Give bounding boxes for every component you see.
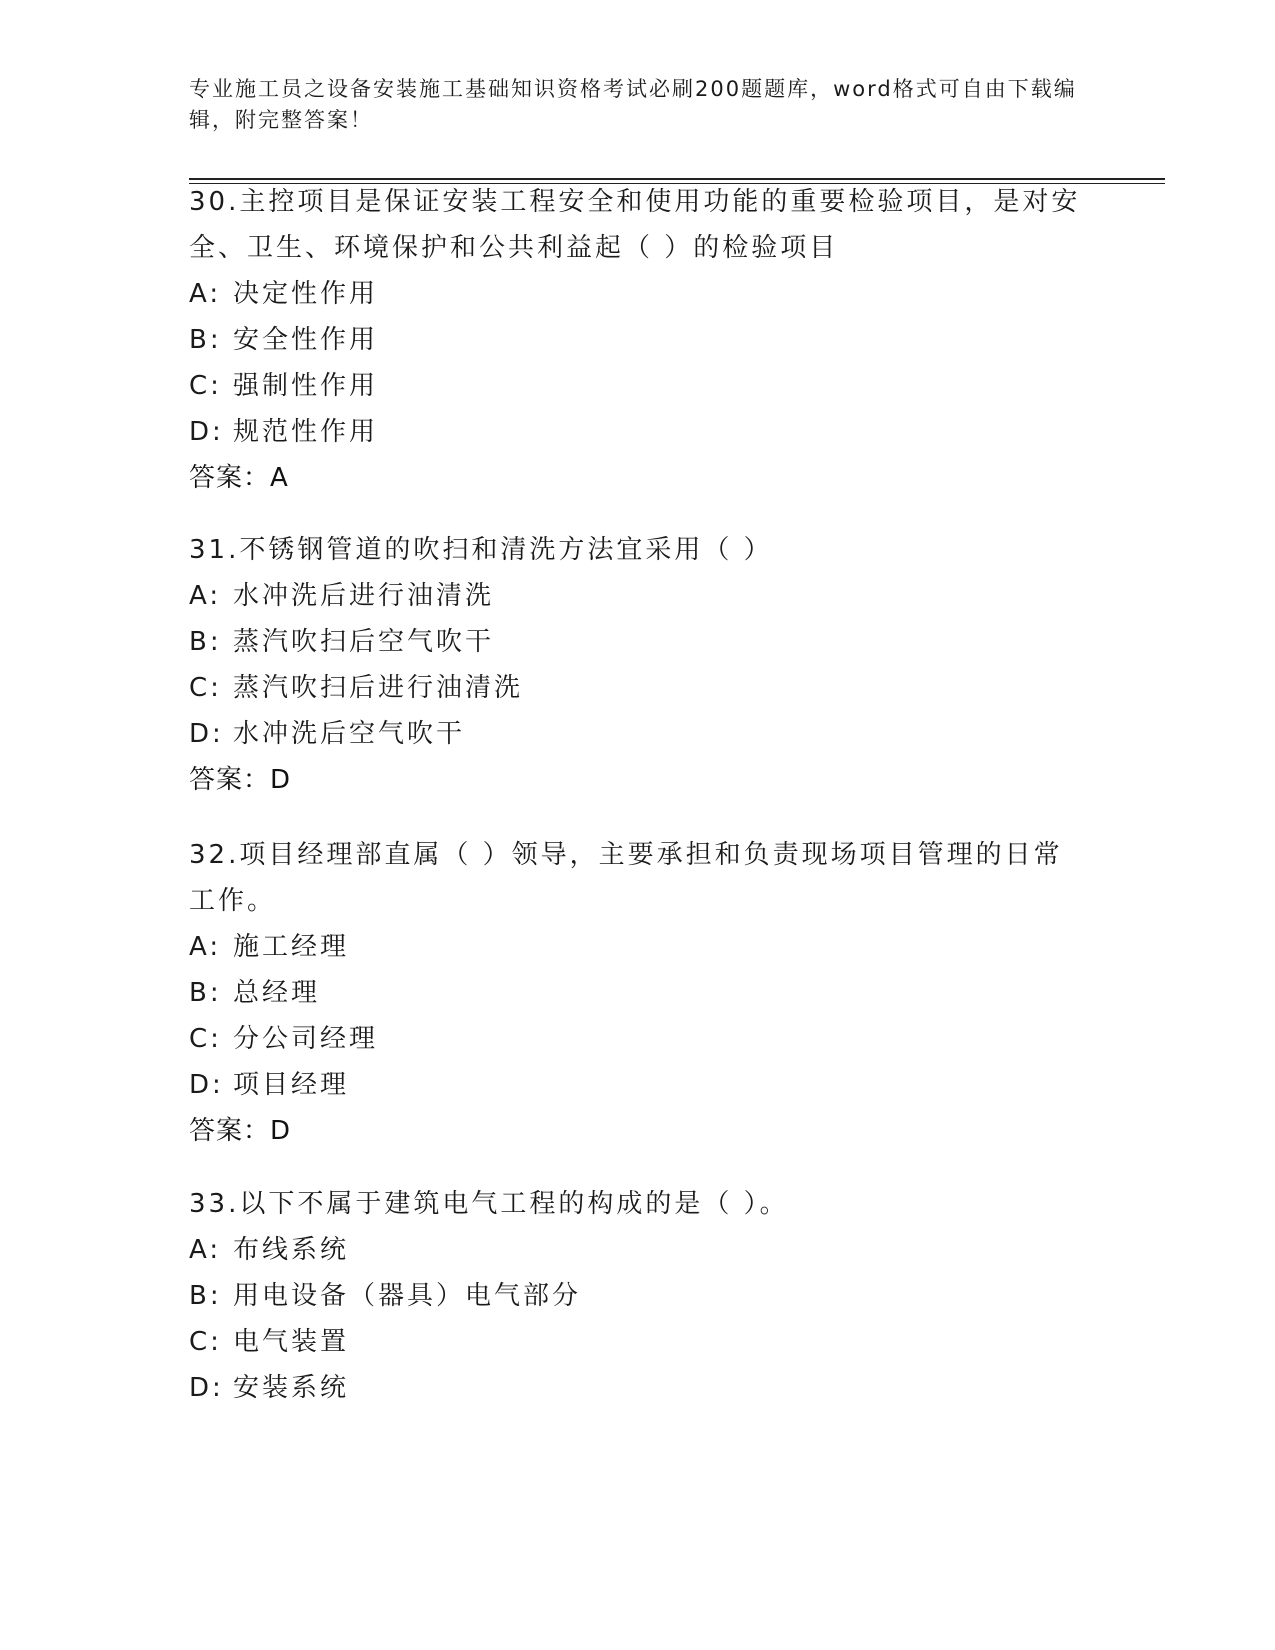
option-text: 决定性作用 — [233, 279, 379, 309]
option-b — [189, 317, 1089, 363]
option-letter: B: — [189, 627, 222, 657]
answer-line: 答案：D — [189, 765, 292, 795]
document-header: 专业施工员之设备安装施工基础知识资格考试必刷200题题库，word格式可自由下载编辑，附完整答案！ — [189, 77, 1077, 132]
option-text: 项目经理 — [233, 1070, 350, 1100]
question-stem: 32.项目经理部直属（ ）领导，主要承担和负责现场项目管理的日常工作。 — [189, 840, 1063, 916]
option-d — [189, 1365, 1089, 1411]
option-letter: D: — [189, 719, 224, 749]
option-c — [189, 1016, 1089, 1062]
option-d — [189, 409, 1089, 455]
answer-line: 答案：D — [189, 1116, 292, 1146]
option-letter: B: — [189, 978, 222, 1008]
option-c — [189, 363, 1089, 409]
option-letter: C: — [189, 371, 222, 401]
option-text: 规范性作用 — [233, 417, 379, 447]
question-31 — [189, 527, 1089, 803]
option-letter: A: — [189, 1235, 222, 1265]
option-a — [189, 271, 1089, 317]
option-b — [189, 970, 1089, 1016]
option-text: 蒸汽吹扫后空气吹干 — [233, 627, 495, 657]
option-letter: A: — [189, 279, 222, 309]
option-letter: C: — [189, 673, 222, 703]
answer-line: 答案：A — [189, 463, 289, 493]
option-a — [189, 924, 1089, 970]
option-d — [189, 1062, 1089, 1108]
option-d — [189, 711, 1089, 757]
option-c — [189, 665, 1089, 711]
question-32 — [189, 832, 1089, 1154]
option-text: 强制性作用 — [233, 371, 379, 401]
option-letter: B: — [189, 325, 222, 355]
option-letter: A: — [189, 581, 222, 611]
option-text: 布线系统 — [233, 1235, 350, 1265]
question-stem: 30.主控项目是保证安装工程安全和使用功能的重要检验项目，是对安全、卫生、环境保护和公共利益起（ ）的检验项目 — [189, 187, 1081, 263]
option-a — [189, 573, 1089, 619]
option-letter: A: — [189, 932, 222, 962]
option-letter: D: — [189, 1070, 224, 1100]
option-text: 电气装置 — [233, 1327, 350, 1357]
option-text: 安装系统 — [233, 1373, 350, 1403]
option-text: 水冲洗后空气吹干 — [233, 719, 466, 749]
option-letter: C: — [189, 1327, 222, 1357]
question-30 — [189, 179, 1089, 501]
option-text: 施工经理 — [233, 932, 350, 962]
option-text: 分公司经理 — [233, 1024, 379, 1054]
question-stem: 31.不锈钢管道的吹扫和清洗方法宜采用（ ） — [189, 535, 773, 565]
question-33 — [189, 1181, 1089, 1411]
option-text: 安全性作用 — [233, 325, 379, 355]
option-text: 水冲洗后进行油清洗 — [233, 581, 495, 611]
option-letter: B: — [189, 1281, 222, 1311]
option-text: 蒸汽吹扫后进行油清洗 — [233, 673, 524, 703]
option-text: 用电设备（器具）电气部分 — [233, 1281, 582, 1311]
option-b — [189, 619, 1089, 665]
option-letter: D: — [189, 417, 224, 447]
option-letter: C: — [189, 1024, 222, 1054]
option-text: 总经理 — [233, 978, 321, 1008]
option-a — [189, 1227, 1089, 1273]
option-c — [189, 1319, 1089, 1365]
option-letter: D: — [189, 1373, 224, 1403]
option-b — [189, 1273, 1089, 1319]
question-stem: 33.以下不属于建筑电气工程的构成的是（ ）。 — [189, 1189, 789, 1219]
